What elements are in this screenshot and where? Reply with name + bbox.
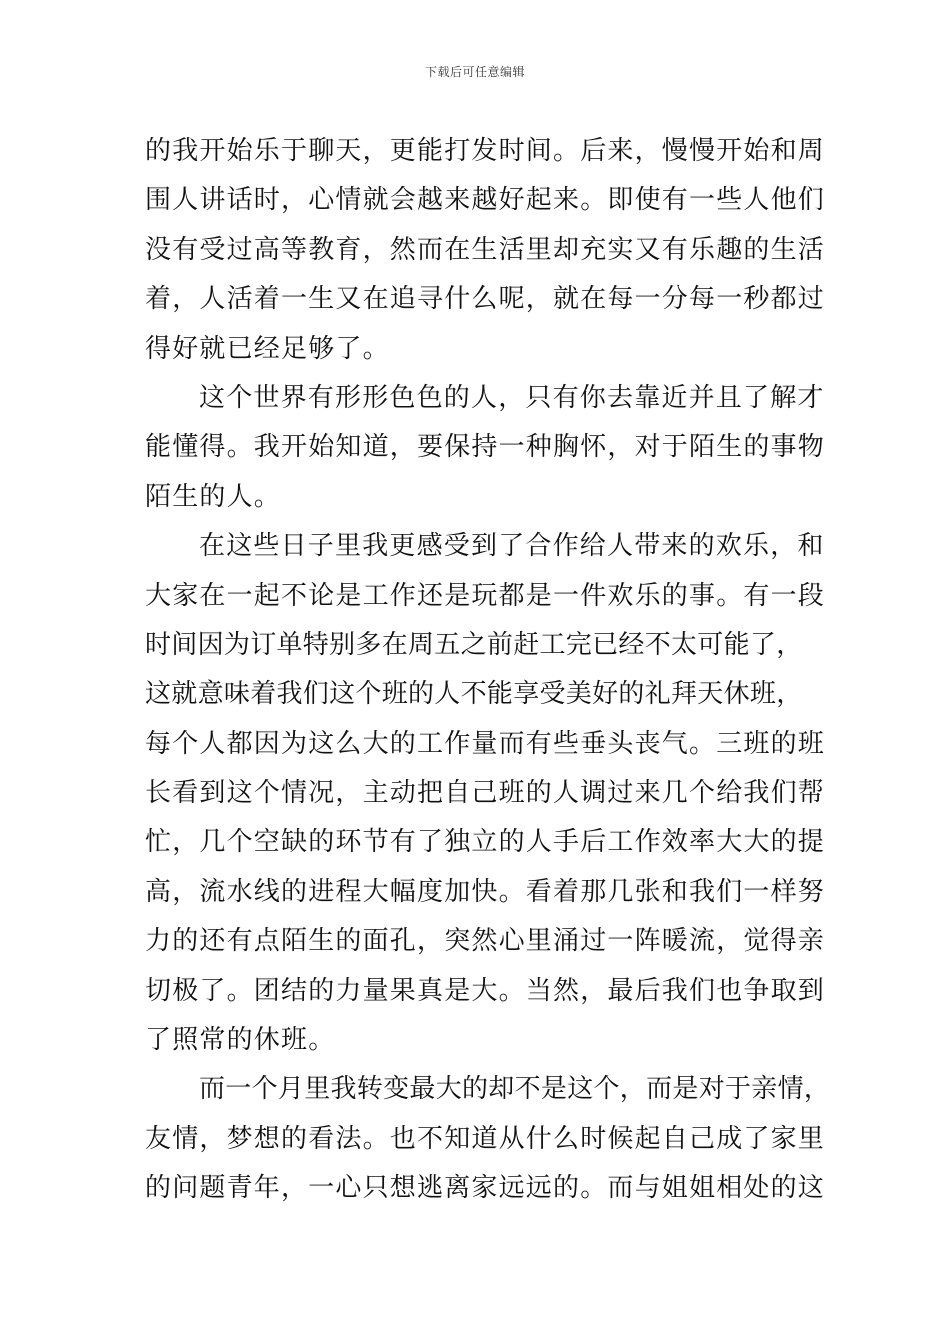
text-line: 了照常的休班。 bbox=[145, 1025, 336, 1056]
text-line: 着，人活着一生又在追寻什么呢，就在每一分每一秒都过 bbox=[145, 284, 826, 315]
text-line: 的问题青年，一心只想逃离家远远的。而与姐姐相处的这 bbox=[145, 1173, 826, 1204]
text-line: 得好就已经足够了。 bbox=[145, 333, 390, 364]
page-header: 下载后可任意编辑 bbox=[424, 65, 525, 79]
paragraph-first-line: 这个世界有形形色色的人，只有你去靠近并且了解才 bbox=[199, 382, 825, 413]
text-line: 忙，几个空缺的环节有了独立的人手后工作效率大大的提 bbox=[145, 827, 826, 858]
body-text bbox=[145, 127, 831, 1214]
paragraph-first-line: 在这些日子里我更感受到了合作给人带来的欢乐，和 bbox=[199, 531, 825, 562]
text-line: 切极了。团结的力量果真是大。当然，最后我们也争取到 bbox=[145, 975, 826, 1006]
text-line: 围人讲话时，心情就会越来越好起来。即使有一些人他们 bbox=[145, 185, 826, 216]
text-line: 这就意味着我们这个班的人不能享受美好的礼拜天休班， bbox=[145, 679, 803, 710]
text-line: 高，流水线的进程大幅度加快。看着那几张和我们一样努 bbox=[145, 876, 826, 907]
text-line: 没有受过高等教育，然而在生活里却充实又有乐趣的生活 bbox=[145, 234, 826, 265]
text-line: 长看到这个情况，主动把自己班的人调过来几个给我们帮 bbox=[145, 778, 826, 809]
text-line: 力的还有点陌生的面孔，突然心里涌过一阵暖流，觉得亲 bbox=[145, 926, 826, 957]
text-line: 每个人都因为这么大的工作量而有些垂头丧气。三班的班 bbox=[145, 728, 826, 759]
text-line: 大家在一起不论是工作还是玩都是一件欢乐的事。有一段 bbox=[145, 580, 826, 611]
text-line: 时间因为订单特别多在周五之前赶工完已经不太可能了， bbox=[145, 629, 803, 660]
text-line: 能懂得。我开始知道，要保持一种胸怀，对于陌生的事物 bbox=[145, 432, 826, 463]
text-line: 的我开始乐于聊天，更能打发时间。后来，慢慢开始和周 bbox=[145, 136, 826, 166]
paragraph-first-line: 而一个月里我转变最大的却不是这个，而是对于亲情， bbox=[199, 1074, 831, 1105]
text-line: 友情，梦想的看法。也不知道从什么时候起自己成了家里 bbox=[145, 1123, 826, 1154]
text-line: 陌生的人。 bbox=[145, 481, 282, 512]
